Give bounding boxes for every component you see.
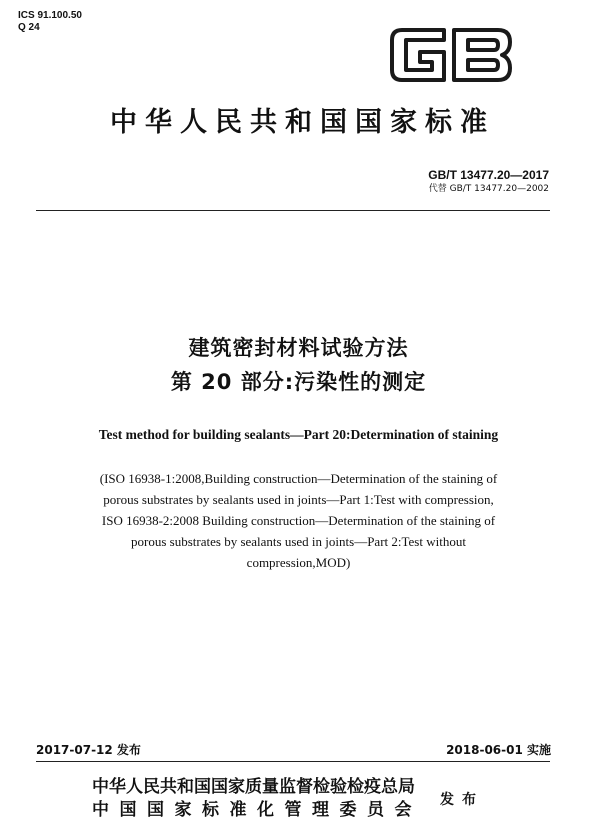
iso-reference-line: ISO 16938-2:2008 Building construction—Determination of the staining of bbox=[101, 513, 496, 528]
iso-reference-line: porous substrates by sealants used in joints—Part 1:Test with compression, bbox=[103, 492, 494, 507]
iso-reference-line: porous substrates by sealants used in joints—Part 2:Test without bbox=[131, 534, 466, 549]
gb-logo bbox=[386, 22, 516, 88]
issuer-line2: 中国国家标准化管理委员会 bbox=[92, 800, 422, 820]
issue-word: 发布 bbox=[440, 792, 484, 808]
issuing-authorities bbox=[92, 776, 422, 822]
ics-code: ICS 91.100.50 bbox=[18, 10, 82, 21]
issue-date: 2017-07-12 发布 bbox=[36, 743, 141, 757]
gb-logo-b-shape bbox=[454, 30, 510, 80]
classification-codes bbox=[18, 10, 82, 34]
standard-number: GB/T 13477.20—2017 bbox=[428, 168, 549, 182]
english-title: Test method for building sealants—Part 20:Determination of staining bbox=[98, 427, 499, 442]
issuer-line1: 中华人民共和国国家质量监督检验检疫总局 bbox=[92, 777, 415, 797]
gb-logo-g-shape bbox=[392, 30, 444, 80]
chinese-title-line2: 第 20 部分:污染性的测定 bbox=[170, 370, 427, 394]
footer-divider bbox=[36, 761, 550, 762]
chinese-title-line1: 建筑密封材料试验方法 bbox=[188, 336, 409, 360]
gb-logo-text: GB bbox=[386, 22, 388, 23]
replaces-standard: 代替 GB/T 13477.20—2002 bbox=[428, 184, 549, 194]
ccs-code: Q 24 bbox=[18, 22, 40, 33]
header-divider bbox=[36, 210, 550, 211]
iso-reference-block bbox=[20, 468, 577, 573]
iso-reference-line: (ISO 16938-1:2008,Building construction—Determination of the staining of bbox=[99, 471, 498, 486]
implementation-date: 2018-06-01 实施 bbox=[446, 743, 551, 757]
org-title: 中华人民共和国国家标准 bbox=[110, 107, 495, 138]
iso-reference-line: compression,MOD) bbox=[246, 555, 351, 570]
